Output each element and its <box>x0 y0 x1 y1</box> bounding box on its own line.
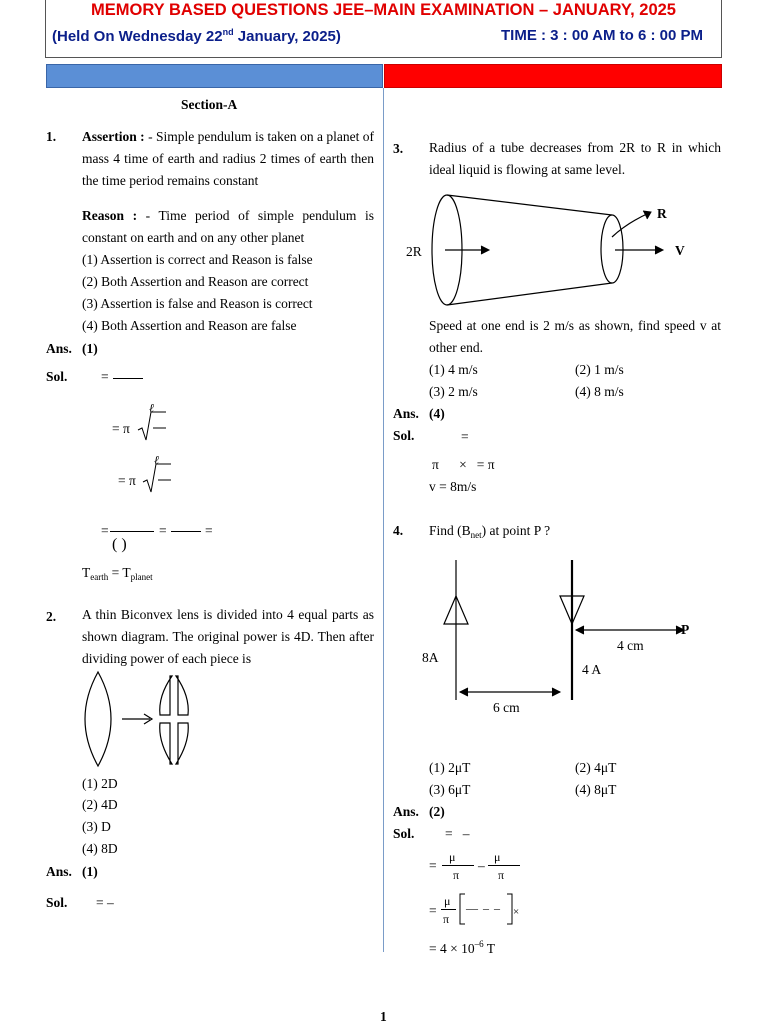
q3-ans-label: Ans. <box>393 406 419 421</box>
q2-option-1: (1) 2D <box>82 776 118 791</box>
q1-sol-eq3: = π <box>118 473 136 488</box>
q3-sol-label: Sol. <box>393 428 415 443</box>
q1-option-2: (2) Both Assertion and Reason are correct <box>82 274 309 289</box>
q3-sol3: v = 8m/s <box>429 479 477 494</box>
q4-sol3-eq: = <box>429 903 437 918</box>
q4-number: 4. <box>393 523 404 538</box>
q1-ans-label: Ans. <box>46 341 72 356</box>
q1-assertion: Assertion : - Simple pendulum is taken on a planet of mass 4 time of earth and radius 2 times of earth then the time period remains constant <box>82 129 375 188</box>
section-title: Section-A <box>181 97 238 112</box>
q2-text: A thin Biconvex lens is divided into 4 equal parts as shown diagram. The original power is 4D. Then after dividing power of each piece is <box>82 607 374 666</box>
q1-option-4: (4) Both Assertion and Reason are false <box>82 318 297 333</box>
q1-ell-2: ℓ <box>154 453 159 467</box>
q1-sol-eq2: = π <box>112 421 130 436</box>
q3-sol1: = <box>461 429 469 444</box>
exam-title: MEMORY BASED QUESTIONS JEE–MAIN EXAMINATION – JANUARY, 2025 <box>91 1 676 19</box>
q1-reason: Reason : - Time period of simple pendulum is constant on earth and on any other planet <box>82 208 374 245</box>
q4-sol3-mu: μ <box>444 894 451 908</box>
q3-label-r: R <box>657 206 667 221</box>
q4-label-p: P <box>681 622 690 637</box>
page-number: 1 <box>380 1009 387 1024</box>
q4-sol2-pi1: π <box>453 868 460 882</box>
q4-sol-final: = $4 \times 10^{-6}$ T <box>429 939 495 956</box>
q3-option-2: (2) 1 m/s <box>575 362 624 377</box>
q3-text2: Speed at one end is 2 m/s as shown, find speed v at other end. <box>429 318 721 355</box>
q2-number: 2. <box>46 609 57 624</box>
q1-sol-eq4c: = <box>205 523 213 538</box>
fraction-bar <box>442 865 474 866</box>
q3-number: 3. <box>393 141 404 156</box>
q1-ans: (1) <box>82 341 98 356</box>
q4-sol2-mu1: μ <box>449 850 456 864</box>
q2-sol: = – <box>96 895 114 910</box>
q3-option-1: (1) 4 m/s <box>429 362 478 377</box>
q4-text: Find $(B_{net})$ at point P ? <box>429 523 551 540</box>
q3-text: Radius of a tube decreases from 2R to R in which ideal liquid is flowing at same level. <box>429 140 721 177</box>
q1-sol-paren: ( ) <box>112 536 127 553</box>
q3-option-3: (3) 2 m/s <box>429 384 478 399</box>
q2-ans-label: Ans. <box>46 864 72 879</box>
q4-option-4: (4) 8μT <box>575 782 617 797</box>
q3-ans: (4) <box>429 406 445 421</box>
q4-sol-label: Sol. <box>393 826 415 841</box>
q4-sol2-eq: = <box>429 858 437 873</box>
fraction-bar <box>113 378 143 379</box>
red-band <box>384 64 722 88</box>
q3-label-2r: 2R <box>406 244 422 259</box>
q4-label-4a: 4 A <box>582 662 602 677</box>
q4-ans-label: Ans. <box>393 804 419 819</box>
q4-option-1: (1) 2μT <box>429 760 471 775</box>
q4-option-2: (2) 4μT <box>575 760 617 775</box>
q4-sol2-mu2: μ <box>494 850 501 864</box>
tube-diagram <box>405 193 695 313</box>
q1-sol-eq4a: = <box>101 523 109 538</box>
fraction-bar <box>441 909 456 910</box>
q4-ans: (2) <box>429 804 445 819</box>
q1-option-1: (1) Assertion is correct and Reason is false <box>82 252 313 267</box>
wires-diagram <box>420 558 700 718</box>
q1-sol-eq1: = <box>101 369 109 384</box>
held-on-date: (Held On Wednesday 22nd January, 2025) <box>52 27 341 45</box>
header-box <box>45 0 722 58</box>
q4-sol3-pi: π <box>443 912 450 926</box>
q4-label-8a: 8A <box>422 650 439 665</box>
q2-ans: (1) <box>82 864 98 879</box>
fraction-bar <box>488 865 520 866</box>
q4-label-4cm: 4 cm <box>617 638 644 653</box>
q1-number: 1. <box>46 129 57 144</box>
q4-sol3-times: × <box>513 906 520 918</box>
lens-diagram <box>84 672 190 767</box>
q2-option-2: (2) 4D <box>82 797 118 812</box>
fraction-bar <box>110 531 154 532</box>
q4-label-6cm: 6 cm <box>493 700 520 715</box>
q4-sol1: = – <box>445 826 470 841</box>
q2-sol-label: Sol. <box>46 895 68 910</box>
bracket-left <box>458 893 466 925</box>
q3-sol2: π × = π <box>432 457 495 472</box>
q1-sol-label: Sol. <box>46 369 68 384</box>
q4-option-3: (3) 6μT <box>429 782 471 797</box>
q1-ell-1: ℓ <box>149 401 154 415</box>
q3-option-4: (4) 8 m/s <box>575 384 624 399</box>
q1-sol-eq4b: = <box>159 523 167 538</box>
q2-option-4: (4) 8D <box>82 841 118 856</box>
q4-sol3-dashes: — – – <box>466 901 501 915</box>
q4-sol2-pi2: π <box>498 868 505 882</box>
exam-time: TIME : 3 : 00 AM to 6 : 00 PM <box>501 27 703 44</box>
q1-sol-result: $T_{earth} = T_{planet}$ <box>82 565 153 582</box>
q1-option-3: (3) Assertion is false and Reason is correct <box>82 296 313 311</box>
q3-label-v: V <box>675 243 685 258</box>
blue-band <box>46 64 383 88</box>
column-divider <box>383 88 384 952</box>
fraction-bar <box>171 531 201 532</box>
q2-option-3: (3) D <box>82 819 111 834</box>
q4-sol2-minus: – <box>478 858 485 873</box>
